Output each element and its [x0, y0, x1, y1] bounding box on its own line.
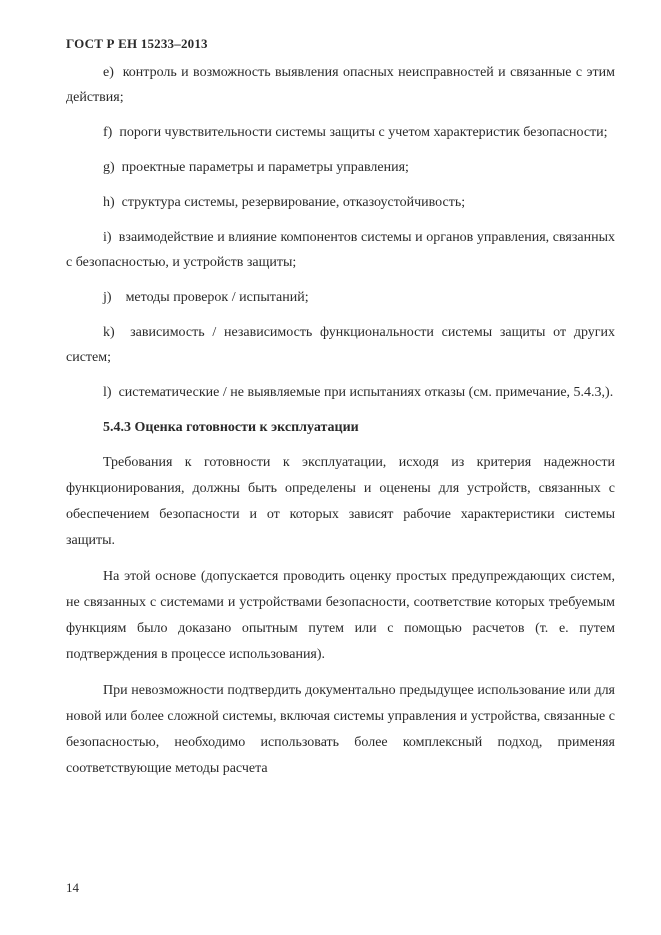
page-number: 14	[66, 880, 79, 895]
list-item-text: методы проверок / испытаний;	[125, 290, 309, 305]
list-item	[66, 380, 615, 405]
list-item-marker: h)	[103, 195, 115, 210]
list-item	[66, 120, 615, 145]
list-item-text: зависимость / независимость функциональности системы защиты от других систем;	[66, 325, 615, 365]
list-item-marker: g)	[103, 160, 115, 175]
list-item-text: пороги чувствительности системы защиты с учетом характеристик безопасности;	[119, 125, 608, 140]
list-item-marker: f)	[103, 125, 113, 140]
list-item-marker: e)	[103, 65, 114, 80]
list-item-text: проектные параметры и параметры управления;	[121, 160, 409, 175]
paragraph: На этой основе (допускается проводить оценку простых предупреждающих систем, не связанных с системами и устройствами безопасности, соответствие которых требуемым функциям было доказано опытным путем или с помощью расчетов (т. е. путем подтверждения в процессе использования).	[66, 569, 615, 662]
list-item	[66, 285, 615, 310]
page-content	[66, 60, 615, 792]
paragraph: Требования к готовности к эксплуатации, исходя из критерия надежности функционирования, должны быть определены и оценены для устройств, связанных с обеспечением безопасности и от которых зависят рабочие характеристики системы защиты.	[66, 455, 615, 548]
list-item-marker: j)	[103, 290, 112, 305]
list-item	[66, 60, 615, 110]
paragraph: При невозможности подтвердить документально предыдущее использование или для новой или более сложной системы, включая системы управления и устройства, связанные с безопасностью, необходимо использовать более комплексный подход, применяя соответствующие методы расчета	[66, 683, 615, 776]
list-item-text: взаимодействие и влияние компонентов системы и органов управления, связанных с безопасностью, и устройств защиты;	[66, 230, 615, 270]
list-item-text: контроль и возможность выявления опасных неисправностей и связанные с этим действия;	[66, 65, 616, 105]
list-item-text: структура системы, резервирование, отказоустойчивость;	[121, 195, 466, 210]
document-header: ГОСТ Р ЕН 15233–2013	[66, 36, 208, 51]
section-heading: 5.4.3 Оценка готовности к эксплуатации	[103, 420, 359, 435]
list-item-marker: k)	[103, 325, 115, 340]
list-item-marker: i)	[103, 230, 112, 245]
list-item	[66, 225, 615, 275]
list-item	[66, 155, 615, 180]
list-item	[66, 320, 615, 370]
list-item-text: систематические / не выявляемые при испытаниях отказы (см. примечание, 5.4.3,).	[118, 385, 614, 400]
list-item-marker: l)	[103, 385, 112, 400]
list-item	[66, 190, 615, 215]
requirements-list	[66, 60, 615, 405]
